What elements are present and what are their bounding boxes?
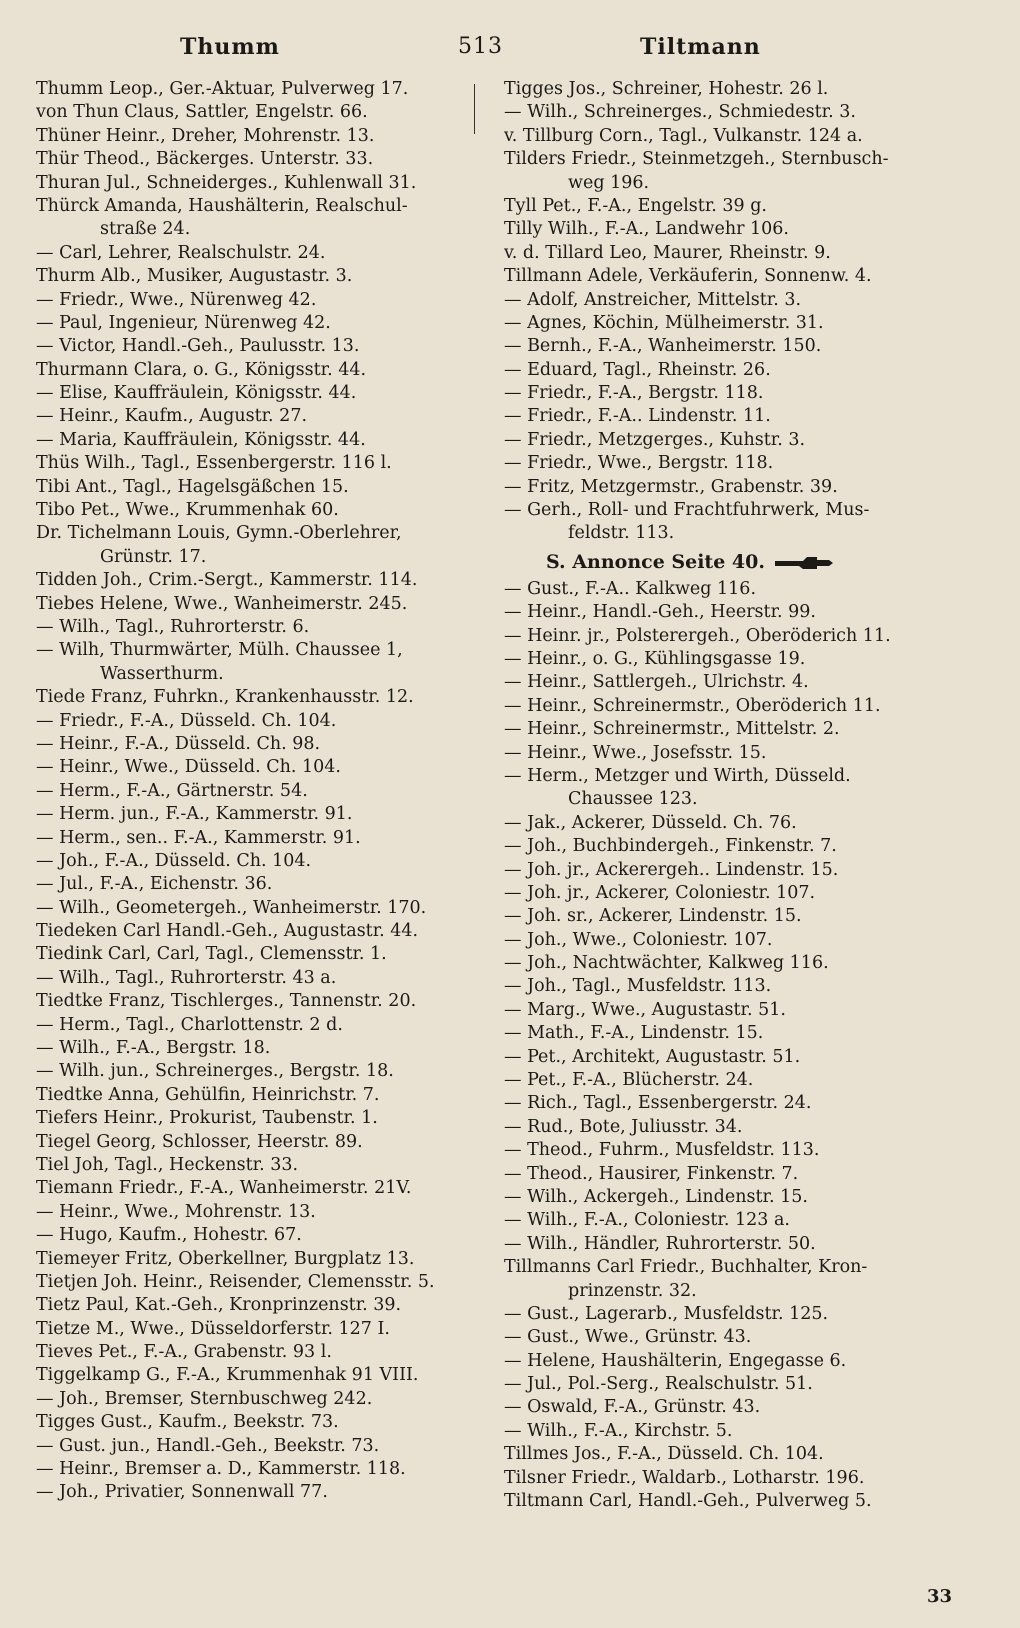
directory-entry [36,1458,476,1481]
directory-entry [36,1271,476,1294]
directory-entry [36,1154,476,1177]
directory-entry [504,1350,944,1373]
entry-text: — Wilh., Schreinerges., Schmiedestr. 3. [504,102,856,123]
directory-entry [504,882,944,905]
entry-text: — Friedr., F.-A.. Lindenstr. 11. [504,406,771,427]
entry-text: Tidden Joh., Crim.-Sergt., Kammerstr. 114. [36,570,418,591]
entry-text: Tyll Pet., F.-A., Engelstr. 39 g. [504,195,767,216]
directory-entry [36,616,476,639]
entry-text: feldstr. 113. [568,523,675,544]
entry-text: — Herm., F.-A., Gärtnerstr. 54. [36,780,308,801]
directory-entry [36,195,476,218]
entry-text: — Joh., F.-A., Düsseld. Ch. 104. [36,850,312,871]
directory-entry [504,1443,944,1466]
entry-text: Tilders Friedr., Steinmetzgeh., Sternbusch- [504,149,889,170]
directory-entry [36,569,476,592]
directory-entry [36,405,476,428]
directory-entry [504,452,944,475]
entry-text: Tiefers Heinr., Prokurist, Taubenstr. 1. [36,1108,378,1129]
entry-text: — Carl, Lehrer, Realschulstr. 24. [36,242,326,263]
directory-entry [504,1233,944,1256]
entry-text: — Herm. jun., F.-A., Kammerstr. 91. [36,804,353,825]
directory-entry [36,827,476,850]
directory-entry [36,148,476,171]
directory-entry [36,1364,476,1387]
directory-entry [36,1060,476,1083]
entry-text: — Wilh. jun., Schreinerges., Bergstr. 18. [36,1061,394,1082]
entry-text: — Theod., Fuhrm., Musfeldstr. 113. [504,1140,820,1161]
entry-text: — Joh., Privatier, Sonnenwall 77. [36,1482,328,1503]
directory-entry [504,671,944,694]
right-column [504,78,944,1513]
directory-entry [36,943,476,966]
directory-entry [36,476,476,499]
entry-text: — Herm., sen.. F.-A., Kammerstr. 91. [36,827,361,848]
directory-entry [504,1256,944,1279]
page-number: 513 [458,34,503,59]
entry-text: — Pet., Architekt, Augustastr. 51. [504,1046,801,1067]
entry-continuation [504,788,944,811]
directory-entry [504,476,944,499]
entry-text: — Gust., Wwe., Grünstr. 43. [504,1327,752,1348]
directory-entry [504,1092,944,1115]
directory-entry [36,1294,476,1317]
directory-entry [36,359,476,382]
entry-text: — Wilh., F.-A., Kirchstr. 5. [504,1420,733,1441]
directory-entry [504,1490,944,1513]
directory-entry [504,1186,944,1209]
directory-entry [36,756,476,779]
header-left-keyword: Thumm [180,34,280,60]
directory-entry [36,873,476,896]
directory-entry [504,859,944,882]
directory-entry [504,1303,944,1326]
directory-entry [504,1139,944,1162]
directory-entry [36,710,476,733]
directory-entry [36,639,476,662]
entry-text: Tiebes Helene, Wwe., Wanheimerstr. 245. [36,593,408,614]
entry-text: — Herm., Tagl., Charlottenstr. 2 d. [36,1014,343,1035]
directory-entry [504,1467,944,1490]
directory-entry [504,765,944,788]
entry-text: — Friedr., F.-A., Bergstr. 118. [504,383,764,404]
entry-continuation [36,546,476,569]
directory-entry [36,920,476,943]
directory-entry [36,1107,476,1130]
directory-entry [36,499,476,522]
entry-text: Tiel Joh, Tagl., Heckenstr. 33. [36,1154,299,1175]
directory-entry [504,405,944,428]
entry-text: Tiemeyer Fritz, Oberkellner, Burgplatz 13. [36,1248,415,1269]
entry-text: Tiggelkamp G., F.-A., Krummenhak 91 VIII. [36,1365,419,1386]
entry-text: — Fritz, Metzgermstr., Grabenstr. 39. [504,476,838,497]
directory-entry [36,1201,476,1224]
directory-entry [504,625,944,648]
entry-text: — Heinr., o. G., Kühlingsgasse 19. [504,648,806,669]
directory-entry [504,1046,944,1069]
directory-entry [36,1481,476,1504]
entry-text: Tieves Pet., F.-A., Grabenstr. 93 l. [36,1342,332,1363]
entry-text: — Victor, Handl.-Geh., Paulusstr. 13. [36,336,360,357]
directory-entry [504,601,944,624]
directory-entry [36,312,476,335]
directory-entry [504,1420,944,1443]
entry-text: — Jul., Pol.-Serg., Realschulstr. 51. [504,1374,813,1395]
directory-entry [36,686,476,709]
entry-text: — Joh., Nachtwächter, Kalkweg 116. [504,953,829,974]
directory-entry [504,148,944,171]
directory-entry [36,1037,476,1060]
page-header [0,34,1020,68]
entry-text: — Helene, Haushälterin, Engegasse 6. [504,1350,847,1371]
directory-entry [36,1435,476,1458]
entry-text: — Friedr., Wwe., Nürenweg 42. [36,289,317,310]
directory-entry [504,999,944,1022]
entry-text: Thurm Alb., Musiker, Augustastr. 3. [36,266,353,287]
entry-text: — Heinr. jr., Polsterergeh., Oberöderich 11. [504,625,891,646]
entry-text: — Joh. sr., Ackerer, Lindenstr. 15. [504,906,802,927]
directory-entry [36,1411,476,1434]
directory-entry [504,1163,944,1186]
entry-text: — Maria, Kauffräulein, Königsstr. 44. [36,429,366,450]
entry-text: von Thun Claus, Sattler, Engelstr. 66. [36,102,368,123]
entry-continuation [36,663,476,686]
directory-entry [504,1396,944,1419]
directory-entry [504,718,944,741]
directory-entry [36,1318,476,1341]
entry-text: Thüs Wilh., Tagl., Essenbergerstr. 116 l. [36,453,392,474]
entry-text: — Rich., Tagl., Essenbergerstr. 24. [504,1093,812,1114]
directory-entry [36,1131,476,1154]
entry-text: Tillmanns Carl Friedr., Buchhalter, Kron- [504,1257,868,1278]
advertisement-notice [504,546,944,578]
entry-text: — Joh., Wwe., Coloniestr. 107. [504,929,773,950]
entry-text: — Elise, Kauffräulein, Königsstr. 44. [36,383,357,404]
entry-text: — Eduard, Tagl., Rheinstr. 26. [504,359,771,380]
entry-text: — Adolf, Anstreicher, Mittelstr. 3. [504,289,802,310]
entry-text: — Friedr., Metzgerges., Kuhstr. 3. [504,429,806,450]
directory-entry [36,990,476,1013]
directory-entry [36,101,476,124]
entry-text: — Gust. jun., Handl.-Geh., Beekstr. 73. [36,1435,380,1456]
entry-text: — Wilh., Tagl., Ruhrorterstr. 6. [36,616,310,637]
entry-text: — Joh., Tagl., Musfeldstr. 113. [504,976,772,997]
directory-entry [504,101,944,124]
entry-text: Grünstr. 17. [100,546,207,567]
entry-text: straße 24. [100,219,191,240]
entry-text: Thurmann Clara, o. G., Königsstr. 44. [36,359,367,380]
directory-entry [504,242,944,265]
directory-entry [504,742,944,765]
directory-entry [36,967,476,990]
entry-text: Wasserthurm. [100,663,224,684]
directory-entry [504,335,944,358]
directory-entry [504,952,944,975]
directory-entry [36,265,476,288]
directory-entry [504,1209,944,1232]
entry-continuation [504,172,944,195]
directory-entry [36,803,476,826]
entry-text: Tiedeken Carl Handl.-Geh., Augustastr. 44. [36,921,419,942]
directory-entry [504,929,944,952]
directory-entry [36,733,476,756]
directory-entry [36,1014,476,1037]
entry-text: — Wilh., Ackergeh., Lindenstr. 15. [504,1186,808,1207]
entry-text: — Marg., Wwe., Augustastr. 51. [504,999,786,1020]
signature-mark: 33 [926,1586,952,1607]
entry-text: Tietze M., Wwe., Düsseldorferstr. 127 I. [36,1318,390,1339]
directory-entry [504,975,944,998]
directory-entry [36,780,476,803]
directory-entry [36,78,476,101]
directory-entry [36,593,476,616]
directory-entry [504,648,944,671]
entry-text: Tiede Franz, Fuhrkn., Krankenhausstr. 12. [36,687,414,708]
entry-text: — Jul., F.-A., Eichenstr. 36. [36,874,273,895]
entry-text: Tigges Jos., Schreiner, Hohestr. 26 l. [504,79,829,99]
directory-entry [36,429,476,452]
directory-entry [504,125,944,148]
entry-text: — Joh. jr., Ackerergeh.. Lindenstr. 15. [504,859,839,880]
entry-text: — Heinr., Wwe., Düsseld. Ch. 104. [36,757,341,778]
entry-text: Tillmann Adele, Verkäuferin, Sonnenw. 4. [504,266,872,287]
entry-text: — Heinr., Bremser a. D., Kammerstr. 118. [36,1459,406,1480]
entry-text: — Friedr., Wwe., Bergstr. 118. [504,453,774,474]
entry-text: — Joh., Buchbindergeh., Finkenstr. 7. [504,836,837,857]
entry-text: — Jak., Ackerer, Düsseld. Ch. 76. [504,812,797,833]
directory-entry [504,1326,944,1349]
entry-continuation [504,1280,944,1303]
entry-text: — Joh., Bremser, Sternbuschweg 242. [36,1388,373,1409]
entry-text: — Theod., Hausirer, Finkenstr. 7. [504,1163,799,1184]
entry-text: — Herm., Metzger und Wirth, Düsseld. [504,765,851,786]
entry-text: v. d. Tillard Leo, Maurer, Rheinstr. 9. [504,242,831,263]
entry-text: Tiedtke Franz, Tischlerges., Tannenstr. 20. [36,991,417,1012]
entry-text: Tietjen Joh. Heinr., Reisender, Clemensstr. 5. [36,1271,435,1292]
directory-entry [36,1224,476,1247]
entry-text: — Gust., Lagerarb., Musfeldstr. 125. [504,1303,829,1324]
entry-text: — Heinr., Wwe., Josefsstr. 15. [504,742,767,763]
entry-text: Tiemann Friedr., F.-A., Wanheimerstr. 21V. [36,1178,412,1199]
entry-text: Tiedink Carl, Carl, Tagl., Clemensstr. 1. [36,944,387,965]
entry-text: Tigges Gust., Kaufm., Beekstr. 73. [36,1412,339,1433]
entry-text: — Heinr., Schreinermstr., Oberöderich 11. [504,695,881,716]
directory-entry [36,1388,476,1411]
directory-entry [504,1116,944,1139]
entry-text: prinzenstr. 32. [568,1280,697,1301]
entry-text: Thürck Amanda, Haushälterin, Realschul- [36,195,408,216]
directory-entry [504,78,944,101]
entry-text: — Heinr., Wwe., Mohrenstr. 13. [36,1201,316,1222]
entry-text: — Wilh, Thurmwärter, Mülh. Chaussee 1, [36,640,403,661]
entry-text: — Math., F.-A., Lindenstr. 15. [504,1023,764,1044]
entry-text: Tilsner Friedr., Waldarb., Lotharstr. 196. [504,1467,865,1488]
entry-text: Chaussee 123. [568,789,698,810]
directory-entry [504,195,944,218]
entry-text: — Friedr., F.-A., Düsseld. Ch. 104. [36,710,337,731]
entry-text: Tiedtke Anna, Gehülfin, Heinrichstr. 7. [36,1084,380,1105]
entry-text: — Heinr., F.-A., Düsseld. Ch. 98. [36,733,321,754]
directory-entry [504,265,944,288]
directory-entry [36,1177,476,1200]
directory-entry [504,695,944,718]
directory-entry [36,335,476,358]
entry-text: — Heinr., Sattlergeh., Ulrichstr. 4. [504,672,809,693]
directory-entry [36,850,476,873]
entry-text: — Oswald, F.-A., Grünstr. 43. [504,1397,761,1418]
directory-entry [36,125,476,148]
entry-text: Tiltmann Carl, Handl.-Geh., Pulverweg 5. [504,1491,872,1512]
entry-continuation [36,218,476,241]
entry-text: — Heinr., Kaufm., Augustr. 27. [36,406,308,427]
directory-entry [36,452,476,475]
entry-text: — Heinr., Schreinermstr., Mittelstr. 2. [504,719,840,740]
directory-entry [504,359,944,382]
entry-text: Thüner Heinr., Dreher, Mohrenstr. 13. [36,125,375,146]
entry-text: v. Tillburg Corn., Tagl., Vulkanstr. 124 a. [504,125,863,146]
directory-entry [504,218,944,241]
entry-text: — Rud., Bote, Juliusstr. 34. [504,1116,743,1137]
entry-text: Tiegel Georg, Schlosser, Heerstr. 89. [36,1131,363,1152]
entry-text: — Wilh., Händler, Ruhrorterstr. 50. [504,1233,816,1254]
entry-text: — Wilh., F.-A., Bergstr. 18. [36,1038,271,1059]
directory-entry [504,1022,944,1045]
directory-entry [36,289,476,312]
directory-entry [36,242,476,265]
entry-text: Tibi Ant., Tagl., Hagelsgäßchen 15. [36,476,349,497]
directory-entry [504,382,944,405]
entry-text: — Heinr., Handl.-Geh., Heerstr. 99. [504,602,816,623]
entry-text: Tietz Paul, Kat.-Geh., Kronprinzenstr. 39. [36,1295,402,1316]
directory-entry [36,522,476,545]
directory-entry [36,1248,476,1271]
entry-text: — Wilh., F.-A., Coloniestr. 123 a. [504,1210,790,1231]
entry-text: — Gust., F.-A.. Kalkweg 116. [504,578,757,599]
entry-text: S. Annonce Seite 40. [546,550,765,573]
entry-text: — Wilh., Tagl., Ruhrorterstr. 43 a. [36,967,337,988]
entry-text: — Paul, Ingenieur, Nürenweg 42. [36,312,331,333]
entry-text: — Gerh., Roll- und Frachtfuhrwerk, Mus- [504,500,870,521]
entry-text: — Agnes, Köchin, Mülheimerstr. 31. [504,312,824,333]
left-column [36,78,476,1505]
pointing-hand-icon [773,554,839,572]
entry-text: Tilly Wilh., F.-A., Landwehr 106. [504,219,789,240]
directory-entry [36,1341,476,1364]
directory-entry [36,382,476,405]
directory-entry [504,312,944,335]
entry-text: — Joh. jr., Ackerer, Coloniestr. 107. [504,882,816,903]
directory-entry [504,905,944,928]
directory-entry [504,499,944,522]
entry-text: Tillmes Jos., F.-A., Düsseld. Ch. 104. [504,1444,824,1465]
entry-text: — Bernh., F.-A., Wanheimerstr. 150. [504,336,822,357]
directory-entry [36,1084,476,1107]
directory-entry [504,1069,944,1092]
directory-entry [504,835,944,858]
entry-continuation [504,522,944,545]
entry-text: Thuran Jul., Schneiderges., Kuhlenwall 31. [36,172,417,193]
entry-text: Dr. Tichelmann Louis, Gymn.-Oberlehrer, [36,523,402,544]
entry-text: — Pet., F.-A., Blücherstr. 24. [504,1070,754,1091]
header-right-keyword: Tiltmann [640,34,761,60]
directory-entry [504,578,944,601]
directory-entry [504,812,944,835]
entry-text: — Wilh., Geometergeh., Wanheimerstr. 170. [36,897,427,918]
directory-entry [504,289,944,312]
directory-entry [504,429,944,452]
directory-entry [36,172,476,195]
entry-text: weg 196. [568,172,650,193]
entry-text: — Hugo, Kaufm., Hohestr. 67. [36,1225,302,1246]
directory-entry [504,1373,944,1396]
entry-text: Thumm Leop., Ger.-Aktuar, Pulverweg 17. [36,79,409,99]
directory-entry [36,897,476,920]
entry-text: Thür Theod., Bäckerges. Unterstr. 33. [36,149,374,170]
entry-text: Tibo Pet., Wwe., Krummenhak 60. [36,500,339,521]
